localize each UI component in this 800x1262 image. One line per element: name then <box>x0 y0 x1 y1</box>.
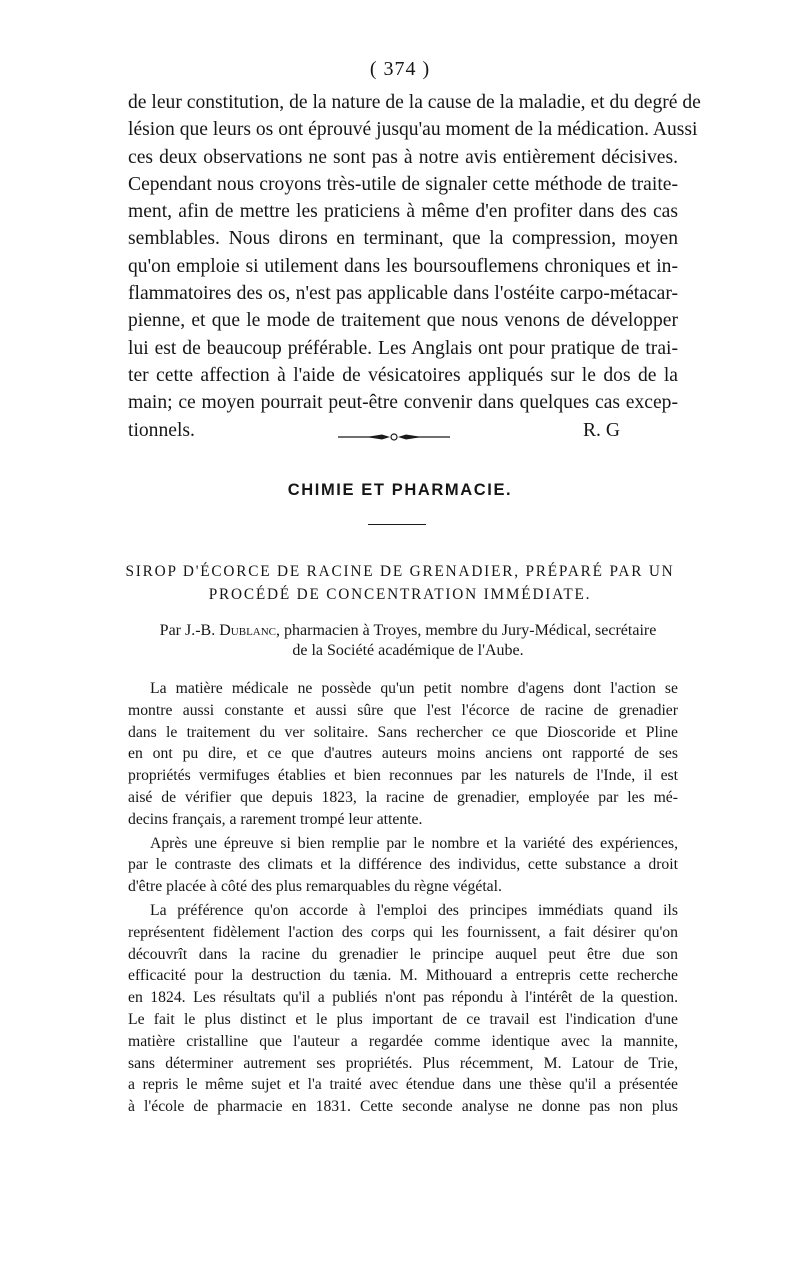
paragraph <box>128 833 678 898</box>
article-byline <box>128 621 688 661</box>
section-heading: CHIMIE ET PHARMACIE. <box>287 481 513 499</box>
text-line: Cependant nous croyons très-utile de signaler cette méthode de traite- <box>128 173 678 195</box>
text-line: qu'on emploie si utilement dans les boursouflemens chroniques et in- <box>128 255 678 277</box>
page-number: ( 374 ) <box>369 58 431 80</box>
author-name: Dublanc <box>219 622 277 639</box>
article-body <box>128 678 678 1118</box>
divider-rule <box>368 524 426 525</box>
text-line: ment, afin de mettre les praticiens à même d'en profiter dans des cas <box>128 201 678 223</box>
section-ornament <box>338 432 450 442</box>
text-line: ter cette affection à l'aide de vésicatoires appliqués sur le dos de la <box>128 364 678 386</box>
continuation-paragraph <box>128 89 701 444</box>
text-line: main; ce moyen pourrait peut-être convenir dans quelques cas excep- <box>128 392 678 414</box>
text-line: à l'école de pharmacie en 1831. Cette seconde analyse ne donne pas non plus <box>128 1098 678 1116</box>
text-line: en 1824. Les résultats qu'il a publiés n'ont pas répondu à l'intérêt de la question. <box>128 989 678 1007</box>
text-line: d'être placée à côté des plus remarquables du règne végétal. <box>128 878 502 896</box>
text-line: montre aussi constante et aussi sûre que l'est l'écorce de racine de grenadier <box>128 701 678 719</box>
paragraph <box>128 678 678 831</box>
text-line: flammatoires des os, n'est pas applicable dans l'ostéite carpo-métacar- <box>128 283 678 305</box>
article-title-line: SIROP D'ÉCORCE DE RACINE DE GRENADIER, PRÉPARÉ PAR UN <box>125 563 675 580</box>
text-line: par le contraste des climats et la différence des individus, cette substance a droit <box>128 856 678 874</box>
text-line: découvrît dans la racine du grenadier le principe auquel peut être due son <box>128 945 678 963</box>
article-title <box>120 560 680 606</box>
text-line: de leur constitution, de la nature de la cause de la maladie, et du degré de <box>128 92 701 113</box>
text-line: lui est de beaucoup préférable. Les Anglais ont pour pratique de trai- <box>128 337 678 359</box>
paragraph <box>128 900 678 1118</box>
article-title-line: PROCÉDÉ DE CONCENTRATION IMMÉDIATE. <box>208 586 592 603</box>
byline-affiliation: , pharmacien à Troyes, membre du Jury-Médical, secrétaire <box>276 622 657 639</box>
text-line: aisé de vérifier que depuis 1823, la racine de grenadier, employée par les mé- <box>128 788 678 806</box>
text-line: en ont pu dire, et ce que d'autres auteurs moins anciens ont rapporté de ses <box>128 745 678 763</box>
text-line: ces deux observations ne sont pas à notre avis entièrement décisives. <box>128 146 678 168</box>
text-line: lésion que leurs os ont éprouvé jusqu'au moment de la médication. Aussi <box>128 119 698 141</box>
text-line: Le fait le plus distinct et le plus important de ce travail est l'indication d'une <box>128 1010 678 1028</box>
text-line: sans déterminer autrement ses propriétés. Plus récemment, M. Latour de Trie, <box>128 1054 678 1072</box>
text-line: a repris le même sujet et l'a traité avec étendue dans une thèse qu'il a présentée <box>128 1076 678 1094</box>
text-line: propriétés vermifuges établies et bien reconnues par les naturels de l'Inde, il est <box>128 767 678 785</box>
text-line: decins français, a rarement trompé leur attente. <box>128 810 423 828</box>
text-line: pienne, et que le mode de traitement que nous venons de développer <box>128 310 678 332</box>
byline-prefix: Par J.-B. <box>159 622 220 639</box>
text-line: matière cristalline que l'auteur a regardée comme identique avec la mannite, <box>128 1032 678 1050</box>
byline-line: de la Société académique de l'Aube. <box>292 642 524 659</box>
author-signature: R. G <box>582 419 620 441</box>
text-line: La matière médicale ne possède qu'un petit nombre d'agens dont l'action se <box>150 680 678 697</box>
text-line: dans le traitement du ver solitaire. Sans rechercher ce que Dioscoride et Pline <box>128 723 678 741</box>
text-line: tionnels. <box>128 419 195 441</box>
text-line: Après une épreuve si bien remplie par le nombre et la variété des expériences, <box>150 834 678 852</box>
text-line: La préférence qu'on accorde à l'emploi des principes immédiats quand ils <box>150 901 678 919</box>
text-line: représentent fidèlement l'action des corps qui les fournissent, a fait désirer qu'on <box>128 923 678 941</box>
text-line: semblables. Nous dirons en terminant, que la compression, moyen <box>128 228 678 250</box>
byline-line <box>128 621 688 641</box>
text-line: efficacité pour la destruction du tænia. M. Mithouard a entrepris cette recherche <box>128 967 678 985</box>
